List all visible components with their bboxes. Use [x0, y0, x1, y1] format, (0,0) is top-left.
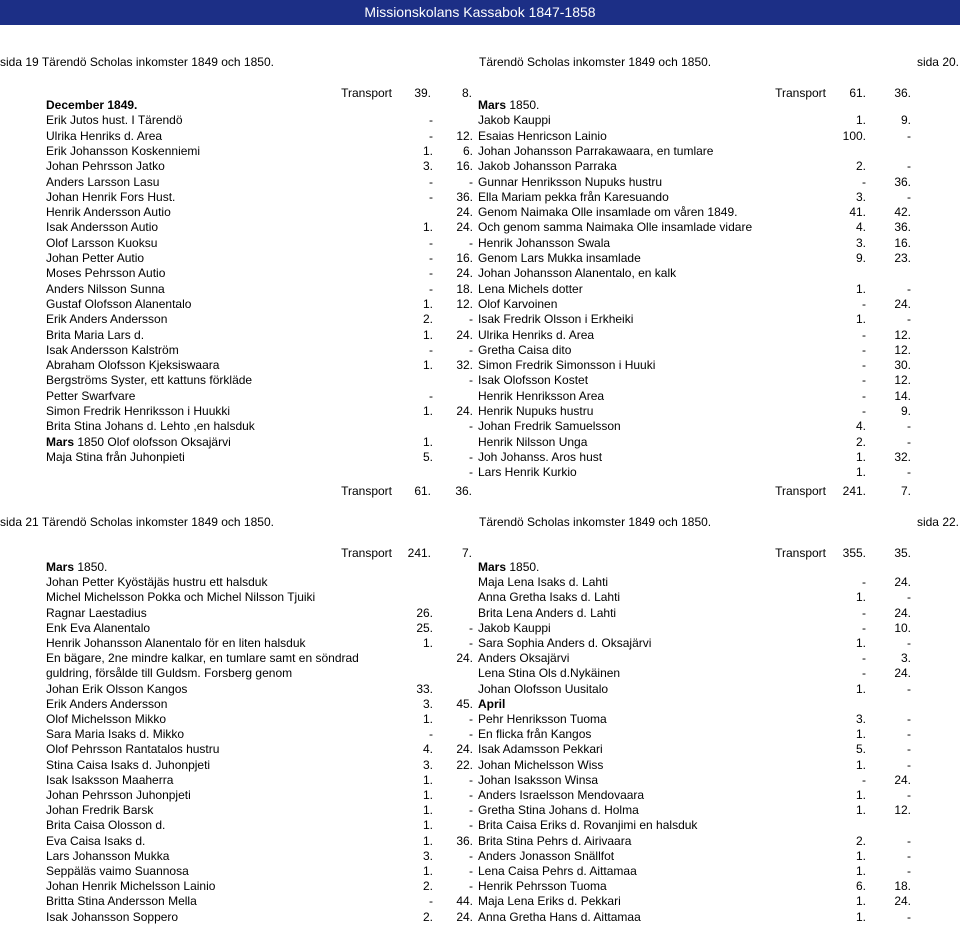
entry-amount-b: 36. [894, 174, 911, 189]
entry-amount-a: - [429, 128, 433, 143]
page-title-left: sida 19 Tärendö Scholas inkomster 1849 och 1850. [0, 55, 274, 69]
entry-name: Anders Nilsson Sunna [46, 281, 165, 296]
entry-name: Johan Isaksson Winsa [478, 772, 599, 787]
entry-amount-a: 1. [855, 636, 866, 650]
entry-name: Sara Maria Isaks d. Mikko [46, 727, 185, 742]
entry-name: Anders Jonasson Snällfot [478, 848, 615, 863]
entry-name: Henrik Nupuks hustru [478, 404, 594, 418]
entry-name: Isak Fredrik Olsson i Erkheiki [478, 312, 634, 327]
entry-amount-b: - [907, 189, 911, 204]
entry-name: Johan Petter Kyöstäjäs hustru ett halsduk [46, 575, 268, 590]
transport-amount-b: 7. [461, 546, 472, 560]
entry-amount-a: 3. [422, 159, 433, 174]
transport-amount-b: 7. [900, 484, 911, 498]
entry-amount-b: - [469, 848, 473, 863]
entry-amount-a: 1. [855, 727, 866, 742]
entry-amount-a: - [862, 404, 866, 418]
transport-label: Transport [341, 484, 392, 498]
transport-amount-a: 241. [407, 546, 431, 560]
entry-amount-b: 23. [894, 251, 911, 265]
entry-amount-b: 3. [900, 651, 911, 666]
entry-amount-b: - [469, 342, 473, 357]
entry-name: Erik Anders Andersson [46, 312, 168, 327]
entry-amount-b: 24. [456, 266, 473, 281]
entry-amount-a: 3. [855, 235, 866, 250]
entry-amount-a: - [429, 251, 433, 265]
entry-amount-a: - [862, 772, 866, 787]
entry-amount-b: 22. [456, 757, 473, 772]
entry-amount-a: 1. [855, 788, 866, 802]
entry-amount-a: 5. [855, 742, 866, 757]
entry-name: Henrik Pehrsson Tuoma [478, 879, 607, 894]
entry-amount-b: 12. [456, 296, 473, 311]
entry-name: Jakob Kauppi [478, 113, 551, 128]
transport-amount-b: 35. [894, 546, 911, 560]
entry-name: Isak Isaksson Maaherra [46, 772, 174, 787]
entry-name: Brita Maria Lars d. [46, 327, 145, 342]
entry-amount-b: 16. [456, 159, 473, 174]
entry-name: Mars 1850. [478, 560, 540, 574]
transport-label: Transport [775, 484, 826, 498]
page-header [0, 0, 960, 25]
entry-amount-b: 9. [900, 113, 911, 128]
entry-name: Seppäläs vaimo Suannosa [46, 864, 189, 878]
entry-amount-a: 25. [416, 620, 433, 635]
entry-name: Johan Fredrik Barsk [46, 803, 154, 818]
entry-amount-b: - [469, 879, 473, 894]
entry-amount-b: 6. [462, 143, 473, 158]
entry-amount-b: - [469, 373, 473, 388]
entry-name: Simon Fredrik Simonsson i Huuki [478, 358, 656, 373]
entry-name: Isak Andersson Kalström [46, 342, 179, 357]
entry-amount-b: 9. [900, 404, 911, 418]
entry-amount-b: 24. [894, 894, 911, 909]
entry-amount-b: 24. [894, 666, 911, 681]
entry-amount-b: 42. [894, 205, 911, 220]
entry-amount-b: - [907, 864, 911, 878]
entry-amount-a: - [862, 174, 866, 189]
entry-amount-a: 1. [422, 803, 433, 818]
entry-amount-b: - [469, 864, 473, 878]
entry-amount-a: 1. [855, 803, 866, 818]
entry-name: Lena Michels dotter [478, 281, 583, 296]
entry-amount-a: - [862, 327, 866, 342]
entry-amount-a: - [862, 575, 866, 590]
header-title: Missionskolans Kassabok 1847-1858 [364, 4, 596, 20]
entry-amount-a: - [429, 388, 433, 403]
entry-amount-a: - [429, 189, 433, 204]
entry-name: Gustaf Olofsson Alanentalo [46, 296, 192, 311]
entry-name: Jakob Johansson Parraka [478, 159, 617, 174]
entry-amount-a: 9. [855, 251, 866, 265]
entry-amount-a: 1. [855, 281, 866, 296]
entry-amount-a: - [429, 894, 433, 909]
entry-amount-b: - [469, 712, 473, 726]
entry-amount-a: 3. [422, 696, 433, 711]
entry-amount-a: - [429, 727, 433, 742]
entry-amount-a: 1. [855, 113, 866, 128]
entry-amount-a: 1. [422, 833, 433, 848]
entry-amount-a: 1. [422, 864, 433, 878]
entry-amount-b: - [469, 803, 473, 818]
entry-amount-a: - [862, 620, 866, 635]
entry-amount-a: - [862, 651, 866, 666]
entry-name: Johan Pehrsson Jatko [46, 159, 165, 174]
entry-amount-b: - [907, 281, 911, 296]
entry-amount-b: 12. [894, 342, 911, 357]
entry-amount-a: 3. [422, 848, 433, 863]
entry-amount-a: 1. [422, 143, 433, 158]
entry-name: Bergströms Syster, ett kattuns förkläde [46, 373, 253, 388]
entry-amount-b: 24. [894, 772, 911, 787]
entry-amount-b: - [907, 727, 911, 742]
entry-name: Genom Lars Mukka insamlade [478, 251, 641, 265]
entry-amount-b: 10. [894, 620, 911, 635]
page-number-right: sida 22. [916, 515, 959, 529]
transport-amount-a: 355. [842, 546, 866, 560]
entry-amount-a: 2. [422, 312, 433, 327]
entry-amount-a: - [862, 358, 866, 373]
entry-name: Henrik Andersson Autio [46, 205, 171, 220]
entry-amount-a: 1. [422, 636, 433, 650]
transport-amount-a: 61. [849, 86, 866, 100]
page-number-right: sida 20. [916, 55, 959, 69]
entry-name: Michel Michelsson Pokka och Michel Nilsson Tjuiki [46, 590, 316, 605]
entry-amount-a: 1. [855, 465, 866, 480]
entry-name: Ragnar Laestadius [46, 605, 147, 620]
transport-label: Transport [341, 546, 392, 560]
entry-amount-a: - [862, 388, 866, 403]
entry-amount-a: - [862, 373, 866, 388]
entry-amount-b: - [907, 848, 911, 863]
entry-amount-a: - [862, 296, 866, 311]
entry-name: Moses Pehrsson Autio [46, 266, 166, 281]
entry-name: Britta Stina Andersson Mella [46, 894, 197, 909]
entry-name: Sara Sophia Anders d. Oksajärvi [478, 636, 652, 650]
entry-name: Lena Caisa Pehrs d. Aittamaa [478, 864, 637, 878]
entry-name: Maja Lena Eriks d. Pekkari [478, 894, 621, 909]
entry-amount-b: - [907, 757, 911, 772]
entry-amount-b: 36. [456, 833, 473, 848]
entry-name: Mars 1850 Olof olofsson Oksajärvi [46, 434, 231, 449]
entry-name: Isak Adamsson Pekkari [478, 742, 603, 757]
entry-amount-b: - [907, 712, 911, 726]
entry-amount-b: - [907, 909, 911, 924]
entry-amount-b: 44. [456, 894, 473, 909]
entry-amount-b: 32. [456, 358, 473, 373]
entry-amount-a: 4. [855, 419, 866, 434]
entry-name: Gretha Caisa dito [478, 342, 572, 357]
entry-name: Brita Lena Anders d. Lahti [478, 605, 617, 620]
entry-amount-b: - [907, 742, 911, 757]
entry-amount-b: - [469, 419, 473, 434]
entry-amount-b: - [469, 818, 473, 833]
entry-name: Maja Lena Isaks d. Lahti [478, 575, 609, 590]
entry-name: Brita Stina Johans d. Lehto ,en halsduk [46, 419, 255, 434]
entry-amount-a: 2. [422, 879, 433, 894]
entry-name: Och genom samma Naimaka Olle insamlade vidare [478, 220, 753, 235]
entry-name: Johan Johansson Parrakawaara, en tumlare [478, 143, 714, 158]
entry-amount-a: 1. [422, 788, 433, 802]
entry-name: Stina Caisa Isaks d. Juhonpjeti [46, 757, 211, 772]
entry-name: Olof Larsson Kuoksu [46, 235, 158, 250]
entry-name: Henrik Nilsson Unga [478, 434, 588, 449]
entry-amount-b: - [907, 681, 911, 696]
entry-amount-b: 16. [894, 235, 911, 250]
entry-name: Anders Israelsson Mendovaara [478, 788, 645, 802]
entry-name: Henrik Henriksson Area [478, 388, 605, 403]
entry-amount-a: - [429, 266, 433, 281]
entry-amount-a: 1. [855, 449, 866, 464]
entry-name: Mars 1850. [46, 560, 108, 574]
entry-name: Johan Erik Olsson Kangos [46, 681, 188, 696]
entry-amount-b: 24. [456, 742, 473, 757]
entry-amount-b: 24. [894, 296, 911, 311]
entry-amount-a: 1. [422, 434, 433, 449]
transport-label: Transport [341, 86, 392, 100]
entry-amount-a: - [429, 342, 433, 357]
entry-name: Anna Gretha Hans d. Aittamaa [478, 909, 641, 924]
entry-amount-a: 2. [855, 833, 866, 848]
entry-amount-b: 12. [456, 128, 473, 143]
entry-amount-b: - [907, 833, 911, 848]
entry-amount-b: - [907, 465, 911, 480]
entry-amount-a: 1. [422, 220, 433, 235]
entry-amount-a: 1. [855, 909, 866, 924]
entry-name: Erik Jutos hust. I Tärendö [46, 113, 183, 128]
entry-name: Genom Naimaka Olle insamlade om våren 1849. [478, 205, 738, 220]
entry-name: Pehr Henriksson Tuoma [478, 712, 607, 726]
transport-amount-a: 241. [842, 484, 866, 498]
entry-amount-b: 30. [894, 358, 911, 373]
entry-amount-b: 16. [456, 251, 473, 265]
entry-name: Maja Stina från Juhonpieti [46, 449, 185, 464]
entry-name: Ulrika Henriks d. Area [478, 327, 595, 342]
entry-amount-a: 2. [855, 159, 866, 174]
entry-amount-b: 24. [894, 575, 911, 590]
entry-name: Brita Caisa Eriks d. Rovanjimi en halsduk [478, 818, 698, 833]
entry-amount-b: - [907, 590, 911, 605]
entry-amount-a: 1. [855, 848, 866, 863]
entry-amount-a: - [862, 605, 866, 620]
entry-amount-b: 18. [894, 879, 911, 894]
page-title-right: Tärendö Scholas inkomster 1849 och 1850. [479, 515, 712, 529]
entry-amount-b: 24. [456, 651, 473, 666]
entry-amount-b: - [469, 465, 473, 480]
transport-amount-a: 61. [414, 484, 431, 498]
entry-amount-a: 6. [855, 879, 866, 894]
entry-amount-b: 24. [456, 404, 473, 418]
entry-amount-b: 24. [456, 220, 473, 235]
entry-amount-b: - [469, 727, 473, 742]
entry-amount-b: - [469, 174, 473, 189]
entry-amount-b: 45. [456, 696, 473, 711]
entry-amount-a: 5. [422, 449, 433, 464]
transport-label: Transport [775, 546, 826, 560]
entry-amount-b: - [907, 312, 911, 327]
entry-amount-a: 1. [422, 296, 433, 311]
entry-name: Johan Johansson Alanentalo, en kalk [478, 266, 677, 281]
entry-name: En bägare, 2ne mindre kalkar, en tumlare samt en söndrad [46, 651, 359, 666]
entry-amount-b: 36. [894, 220, 911, 235]
entry-name: Enk Eva Alanentalo [46, 620, 151, 635]
entry-amount-b: 18. [456, 281, 473, 296]
entry-name: Brita Stina Pehrs d. Airivaara [478, 833, 632, 848]
entry-name: guldring, försålde till Guldsm. Forsberg genom [46, 666, 293, 681]
entry-name: Erik Johansson Koskenniemi [46, 143, 201, 158]
entry-amount-a: 41. [849, 205, 866, 220]
entry-amount-a: - [429, 113, 433, 128]
entry-amount-b: - [469, 636, 473, 650]
transport-amount-b: 8. [461, 86, 472, 100]
entry-amount-a: 1. [855, 590, 866, 605]
entry-name: Esaias Henricson Lainio [478, 128, 607, 143]
entry-name: Joh Johanss. Aros hust [478, 449, 603, 464]
entry-name: Lena Stina Ols d.Nykäinen [478, 666, 621, 681]
entry-name: Abraham Olofsson Kjeksiswaara [46, 358, 220, 373]
entry-amount-a: 100. [842, 128, 866, 143]
entry-name: Simon Fredrik Henriksson i Huukki [46, 404, 231, 418]
entry-amount-b: 24. [894, 605, 911, 620]
entry-name: Isak Andersson Autio [46, 220, 159, 235]
entry-name: Ella Mariam pekka från Karesuando [478, 189, 669, 204]
entry-amount-b: - [907, 128, 911, 143]
entry-amount-b: 12. [894, 803, 911, 818]
entry-amount-a: 3. [855, 189, 866, 204]
entry-amount-a: 26. [416, 605, 433, 620]
entry-amount-a: - [429, 235, 433, 250]
entry-name: Anders Larsson Lasu [46, 174, 160, 189]
entry-amount-a: 1. [422, 818, 433, 833]
entry-amount-a: 33. [416, 681, 433, 696]
entry-name: Johan Pehrsson Juhonpjeti [46, 788, 191, 802]
entry-amount-b: - [469, 620, 473, 635]
entry-name: April [478, 696, 506, 711]
entry-amount-b: - [907, 788, 911, 802]
entry-amount-b: - [907, 434, 911, 449]
page-title-right: Tärendö Scholas inkomster 1849 och 1850. [479, 55, 712, 69]
entry-name: Brita Caisa Olosson d. [46, 818, 166, 833]
entry-amount-a: 1. [855, 864, 866, 878]
entry-amount-b: 24. [456, 205, 473, 220]
entry-amount-b: 36. [456, 189, 473, 204]
transport-amount-b: 36. [894, 86, 911, 100]
entry-name: Petter Swarfvare [46, 388, 136, 403]
entry-name: Isak Johansson Soppero [46, 909, 179, 924]
entry-amount-b: 12. [894, 327, 911, 342]
entry-name: Lars Johansson Mukka [46, 848, 170, 863]
entry-name: Mars 1850. [478, 98, 540, 112]
entry-name: Eva Caisa Isaks d. [46, 833, 146, 848]
entry-amount-a: 1. [422, 327, 433, 342]
transport-label: Transport [775, 86, 826, 100]
entry-amount-a: - [429, 281, 433, 296]
entry-name: Johan Henrik Michelsson Lainio [46, 879, 216, 894]
entry-amount-a: 3. [422, 757, 433, 772]
entry-amount-b: - [907, 636, 911, 650]
page-title-left: sida 21 Tärendö Scholas inkomster 1849 och 1850. [0, 515, 274, 529]
entry-name: Isak Olofsson Kostet [478, 373, 589, 388]
entry-amount-a: 1. [422, 358, 433, 373]
entry-amount-b: - [907, 419, 911, 434]
entry-name: Lars Henrik Kurkio [478, 465, 577, 480]
entry-amount-b: - [469, 312, 473, 327]
entry-amount-b: - [469, 235, 473, 250]
entry-name: Ulrika Henriks d. Area [46, 128, 163, 143]
entry-amount-b: 24. [456, 909, 473, 924]
entry-amount-b: - [469, 788, 473, 802]
entry-amount-b: - [907, 159, 911, 174]
entry-name: Johan Michelsson Wiss [478, 757, 604, 772]
entry-name: Erik Anders Andersson [46, 696, 168, 711]
entry-name: Henrik Johansson Alanentalo för en liten halsduk [46, 636, 306, 650]
entry-amount-a: 1. [422, 404, 433, 418]
entry-amount-a: 1. [855, 312, 866, 327]
entry-name: Olof Karvoinen [478, 296, 558, 311]
entry-amount-a: 2. [855, 434, 866, 449]
entry-amount-b: 14. [894, 388, 911, 403]
entry-name: December 1849. [46, 98, 138, 112]
entry-name: Olof Pehrsson Rantatalos hustru [46, 742, 220, 757]
entry-name: Olof Michelsson Mikko [46, 712, 167, 726]
entry-name: Johan Petter Autio [46, 251, 145, 265]
entry-name: Gretha Stina Johans d. Holma [478, 803, 639, 818]
entry-name: Johan Fredrik Samuelsson [478, 419, 621, 434]
entry-amount-b: - [469, 449, 473, 464]
entry-name: Henrik Johansson Swala [478, 235, 611, 250]
entry-amount-a: 4. [422, 742, 433, 757]
transport-amount-a: 39. [414, 86, 431, 100]
entry-name: Gunnar Henriksson Nupuks hustru [478, 174, 663, 189]
entry-name: Anders Oksajärvi [478, 651, 570, 666]
entry-amount-a: 1. [422, 772, 433, 787]
entry-name: Anna Gretha Isaks d. Lahti [478, 590, 621, 605]
entry-amount-b: 32. [894, 449, 911, 464]
entry-amount-b: - [469, 772, 473, 787]
transport-amount-b: 36. [455, 484, 472, 498]
entry-amount-a: 1. [855, 757, 866, 772]
entry-amount-b: 12. [894, 373, 911, 388]
entry-amount-a: - [862, 342, 866, 357]
entry-name: Johan Olofsson Uusitalo [478, 681, 609, 696]
entry-amount-a: 2. [422, 909, 433, 924]
entry-amount-a: 1. [855, 681, 866, 696]
entry-amount-a: 1. [422, 712, 433, 726]
entry-amount-a: - [862, 666, 866, 681]
entry-amount-a: - [429, 174, 433, 189]
entry-amount-a: 4. [855, 220, 866, 235]
entry-name: En flicka från Kangos [478, 727, 592, 742]
entry-name: Johan Henrik Fors Hust. [46, 189, 176, 204]
entry-amount-b: 24. [456, 327, 473, 342]
entry-name: Jakob Kauppi [478, 620, 551, 635]
entry-amount-a: 1. [855, 894, 866, 909]
entry-amount-a: 3. [855, 712, 866, 726]
